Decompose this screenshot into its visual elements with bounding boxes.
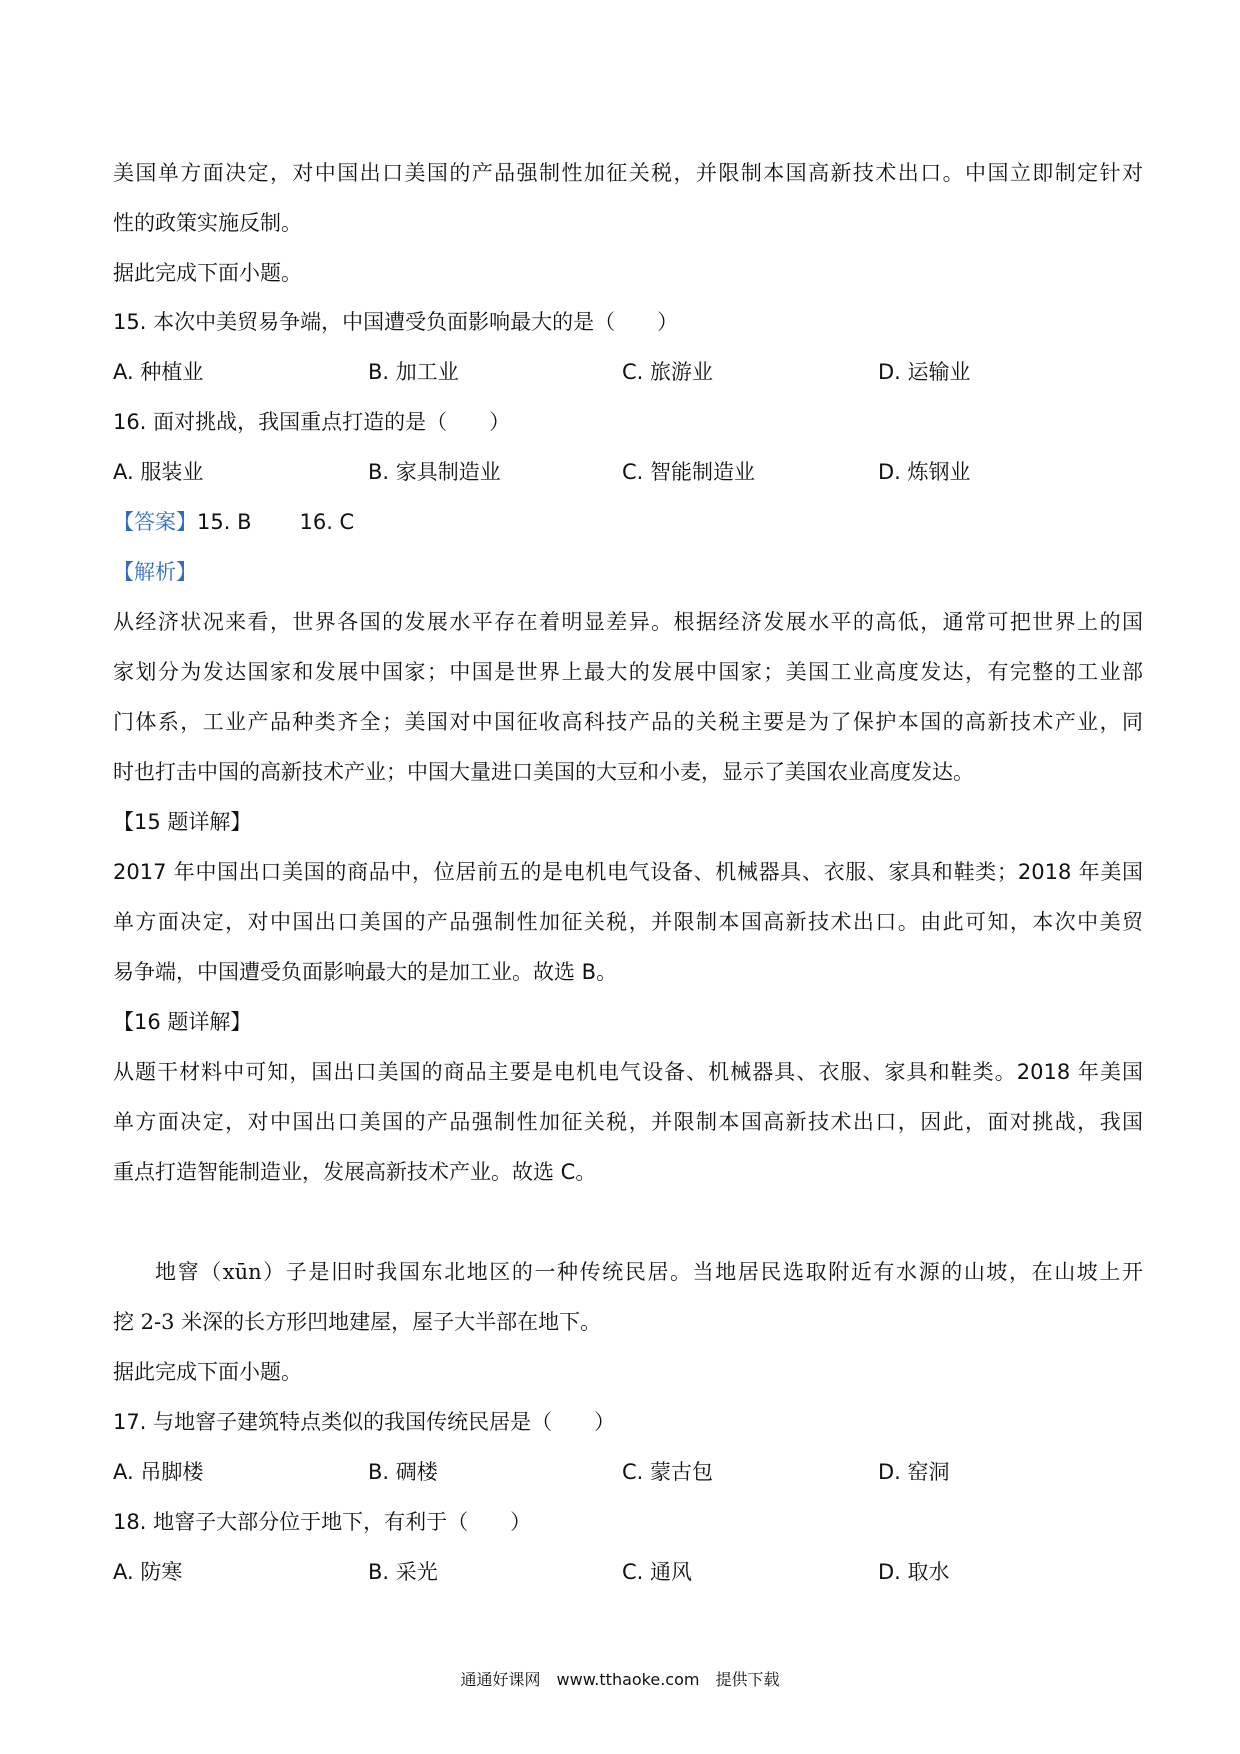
- page-footer: 通通好课网 www.tthaoke.com 提供下载: [460, 1670, 780, 1689]
- q17-option-d: D. 窑洞: [878, 1460, 950, 1484]
- q15-option-c: C. 旅游业: [622, 360, 714, 384]
- analysis-line: 门体系，工业产品种类齐全；美国对中国征收高科技产品的关税主要是为了保护本国的高新技术产业，同: [113, 710, 1143, 734]
- q18-option-a: A. 防寒: [113, 1560, 183, 1584]
- answer-15: 15. B: [197, 510, 252, 534]
- answer-16: 16. C: [299, 510, 355, 534]
- intro2-line1: 地窨（xūn）子是旧时我国东北地区的一种传统民居。当地居民选取附近有水源的山坡，在山坡上开: [155, 1260, 1143, 1284]
- q16-option-b: B. 家具制造业: [368, 460, 501, 484]
- q17-option-b: B. 碉楼: [368, 1460, 438, 1484]
- q15-option-a: A. 种植业: [113, 360, 204, 384]
- q16-option-d: D. 炼钢业: [878, 460, 971, 484]
- detail15-line: 2017 年中国出口美国的商品中，位居前五的是电机电气设备、机械器具、衣服、家具和鞋类；2018 年美国: [113, 860, 1143, 884]
- intro1-prompt: 据此完成下面小题。: [113, 261, 302, 285]
- intro2-prompt: 据此完成下面小题。: [113, 1360, 302, 1384]
- q15-option-b: B. 加工业: [368, 360, 459, 384]
- detail16-line: 从题干材料中可知，国出口美国的商品主要是电机电气设备、机械器具、衣服、家具和鞋类。2018 年美国: [113, 1060, 1143, 1084]
- q15-option-d: D. 运输业: [878, 360, 971, 384]
- analysis-line: 家划分为发达国家和发展中国家；中国是世界上最大的发展中国家；美国工业高度发达，有完整的工业部: [113, 660, 1143, 684]
- answer-tag: 【答案】: [113, 510, 197, 534]
- q16-option-c: C. 智能制造业: [622, 460, 756, 484]
- answer-line: [113, 507, 1143, 537]
- detail16-tag: 【16 题详解】: [113, 1010, 252, 1034]
- q16-option-a: A. 服装业: [113, 460, 204, 484]
- intro1-line1: 美国单方面决定，对中国出口美国的产品强制性加征关税，并限制本国高新技术出口。中国立即制定针对: [113, 161, 1143, 185]
- q16-stem: 16. 面对挑战，我国重点打造的是（ ）: [113, 410, 511, 434]
- q18-option-d: D. 取水: [878, 1560, 950, 1584]
- analysis-line: 从经济状况来看，世界各国的发展水平存在着明显差异。根据经济发展水平的高低，通常可把世界上的国: [113, 610, 1143, 634]
- q18-stem: 18. 地窨子大部分位于地下，有利于（ ）: [113, 1510, 532, 1534]
- detail15-tag: 【15 题详解】: [113, 810, 252, 834]
- intro1-line2: 性的政策实施反制。: [113, 211, 302, 235]
- detail15-line: 易争端，中国遭受负面影响最大的是加工业。故选 B。: [113, 960, 618, 984]
- detail16-line: 重点打造智能制造业，发展高新技术产业。故选 C。: [113, 1160, 597, 1184]
- intro2-line2: 挖 2-3 米深的长方形凹地建屋，屋子大半部在地下。: [113, 1310, 602, 1334]
- q18-option-c: C. 通风: [622, 1560, 693, 1584]
- q17-stem: 17. 与地窨子建筑特点类似的我国传统民居是（ ）: [113, 1410, 616, 1434]
- analysis-line: 时也打击中国的高新技术产业；中国大量进口美国的大豆和小麦，显示了美国农业高度发达。: [113, 760, 974, 784]
- q18-option-b: B. 采光: [368, 1560, 438, 1584]
- analysis-tag: 【解析】: [113, 560, 197, 584]
- q17-option-a: A. 吊脚楼: [113, 1460, 204, 1484]
- q17-option-c: C. 蒙古包: [622, 1460, 714, 1484]
- q15-stem: 15. 本次中美贸易争端，中国遭受负面影响最大的是（ ）: [113, 310, 679, 334]
- detail16-line: 单方面决定，对中国出口美国的产品强制性加征关税，并限制本国高新技术出口，因此，面对挑战，我国: [113, 1110, 1143, 1134]
- detail15-line: 单方面决定，对中国出口美国的产品强制性加征关税，并限制本国高新技术出口。由此可知，本次中美贸: [113, 910, 1143, 934]
